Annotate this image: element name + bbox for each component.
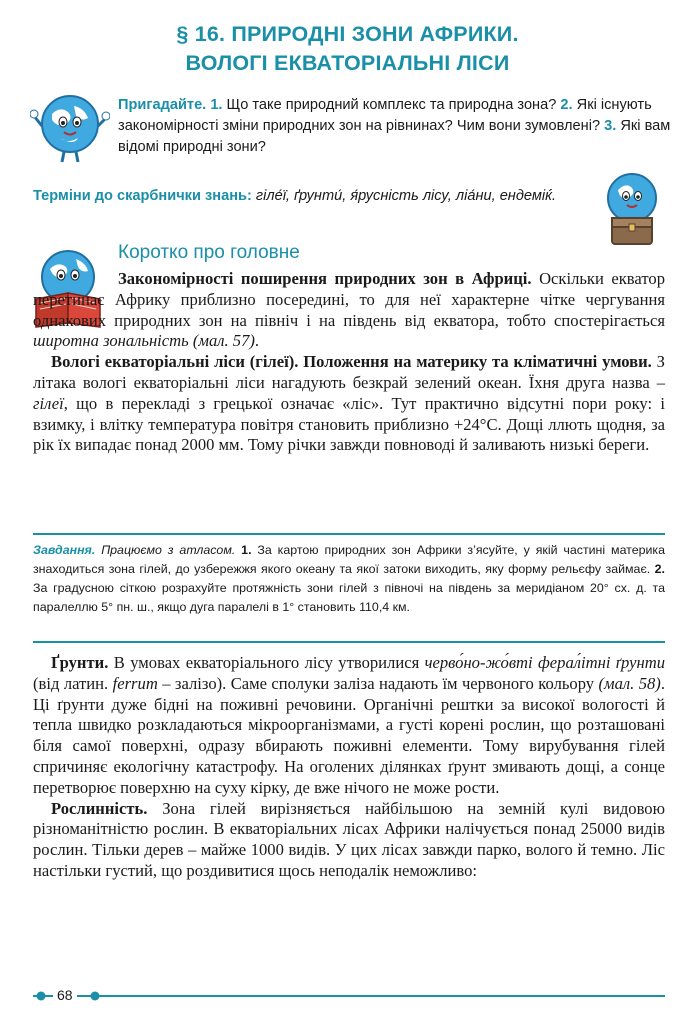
- soils-text-1: В умовах екваторіального лісу утворилися: [108, 653, 425, 672]
- divider-top: [33, 533, 665, 535]
- task-label: Завдання.: [33, 543, 96, 557]
- section-heading: Коротко про головне: [118, 242, 300, 263]
- key-terms: [33, 185, 593, 207]
- soils-italic-1: черво́но-жо́вті ферал́ітні ґрунти: [424, 653, 665, 672]
- task-text-1: За картою природних зон Африки з’ясуйте, у якій частині материка знаходиться зона гілей, до узбережжя якого океану та якої затоки виходить, яку форму рельєфу займає.: [33, 543, 666, 576]
- title-line-1: § 16. ПРИРОДНІ ЗОНИ АФРИКИ.: [176, 22, 519, 46]
- title-line-2: ВОЛОГІ ЕКВАТОРІАЛЬНІ ЛІСИ: [185, 51, 510, 75]
- task-box: [33, 541, 665, 617]
- page-footer: [33, 988, 665, 1004]
- zonality-end: .: [254, 331, 260, 351]
- vegetation-text: Зона гілей вирізняється найбільшою на земній кулі видовою різноманітністю рослин. В екваторіальних лісах Африки налічується понад 25000 видів рослин. Тільки дерев – майже 1000 видів. У цих лісах завжди парко, волого й темно. Ліс настільки густий, що роздивитися щось неподалік неможливо:: [33, 798, 665, 880]
- soils-italic-3: (мал. 58): [598, 673, 661, 693]
- recall-number-2: 2.: [560, 97, 573, 113]
- terms-list: гіле́ї, ґрунти́, я́русність лісу, ліа́ни, ендеміќ.: [255, 188, 557, 204]
- soils-text-3: – залізо). Саме сполуки заліза надають їм червоного кольору: [157, 673, 599, 693]
- recall-question-1: Що таке природний комплекс та природна зона?: [222, 97, 557, 113]
- rainforest-text-2: , що в перекладі з грецької означає «ліс». Тут практично відсутні пори року: і взимку, і влітку температура повітря становить приблизно +24°С. Дощі ллють щодня, за рік їх випадає понад 2000 мм. Тому річки завжди повноводі й заливають низькі береги.: [33, 393, 665, 455]
- globe-with-chest-icon: [592, 168, 672, 248]
- paragraph-soils: [33, 653, 665, 882]
- soils-italic-2: ferrum: [112, 673, 158, 693]
- recall-label: Пригадайте.: [118, 97, 207, 113]
- page-title: [0, 20, 695, 78]
- page-number: 68: [53, 987, 77, 1003]
- rainforest-italic: гілеї: [33, 393, 64, 413]
- recall-number-3: 3.: [604, 118, 617, 134]
- zonality-italic: широтна зональність (мал. 57): [33, 331, 255, 351]
- recall-questions: [118, 95, 678, 158]
- zonality-heading: Закономірності поширення природних зон в Африці.: [118, 269, 532, 288]
- vegetation-heading: Рослинність.: [51, 798, 148, 818]
- divider-bottom: [33, 641, 665, 643]
- paragraph-zonality: [33, 269, 665, 456]
- recall-number-1: 1.: [210, 97, 223, 113]
- soils-heading: Ґрунти.: [51, 653, 109, 672]
- footer-rule: [33, 988, 665, 1004]
- rainforest-heading: Вологі екваторіальні ліси (гілеї). Положення на материку та кліматичні умови.: [51, 352, 652, 372]
- zonality-text: Оскільки екватор перетинає Африку приблизно посередині, то для неї характерне чітке чергування однакових природних зон на північ і на південь від екватора, тобто спостерігається: [33, 269, 665, 330]
- recall-question-3: Які вам відомі природні зони?: [118, 118, 671, 155]
- task-number-2: 2.: [654, 562, 665, 576]
- task-text-2: За градусною сіткою розрахуйте протяжність зони гілей з півночі на південь за меридіаном 20° сх. д. та паралеллю 5° пн. ш., якщо дуга паралелі в 1° становить 110,4 км.: [33, 581, 665, 614]
- soils-text-2: (від латин.: [33, 673, 113, 693]
- rainforest-text-1: З літака вологі екваторіальні ліси нагадують безкрай зелений океан. Їхня друга назва –: [33, 352, 665, 392]
- globe-mascot-icon: [30, 86, 110, 166]
- recall-question-2: Які існують закономірності зміни природних зон на рівнинах? Чим вони зумовлені?: [118, 97, 652, 134]
- terms-label: Терміни до скарбнички знань:: [33, 188, 252, 204]
- task-number-1: 1.: [241, 543, 252, 557]
- task-intro: Працюємо з атласом.: [95, 543, 242, 557]
- soils-text-4: . Ці ґрунти дуже бідні на поживні речовини. Органічні рештки за високої вологості й тепла швидко розкладаються мікроорганізмами, а густі корені рослин, що розташовані біля самої поверхні, одразу вбирають поживні елементи. Тому вирубування гілей спричиняє екологічну катастрофу. На оголених ділянках ґрунт змивають дощі, а сонце перетворює поверхню на суху кірку, де вже нічого не може рости.: [33, 673, 665, 797]
